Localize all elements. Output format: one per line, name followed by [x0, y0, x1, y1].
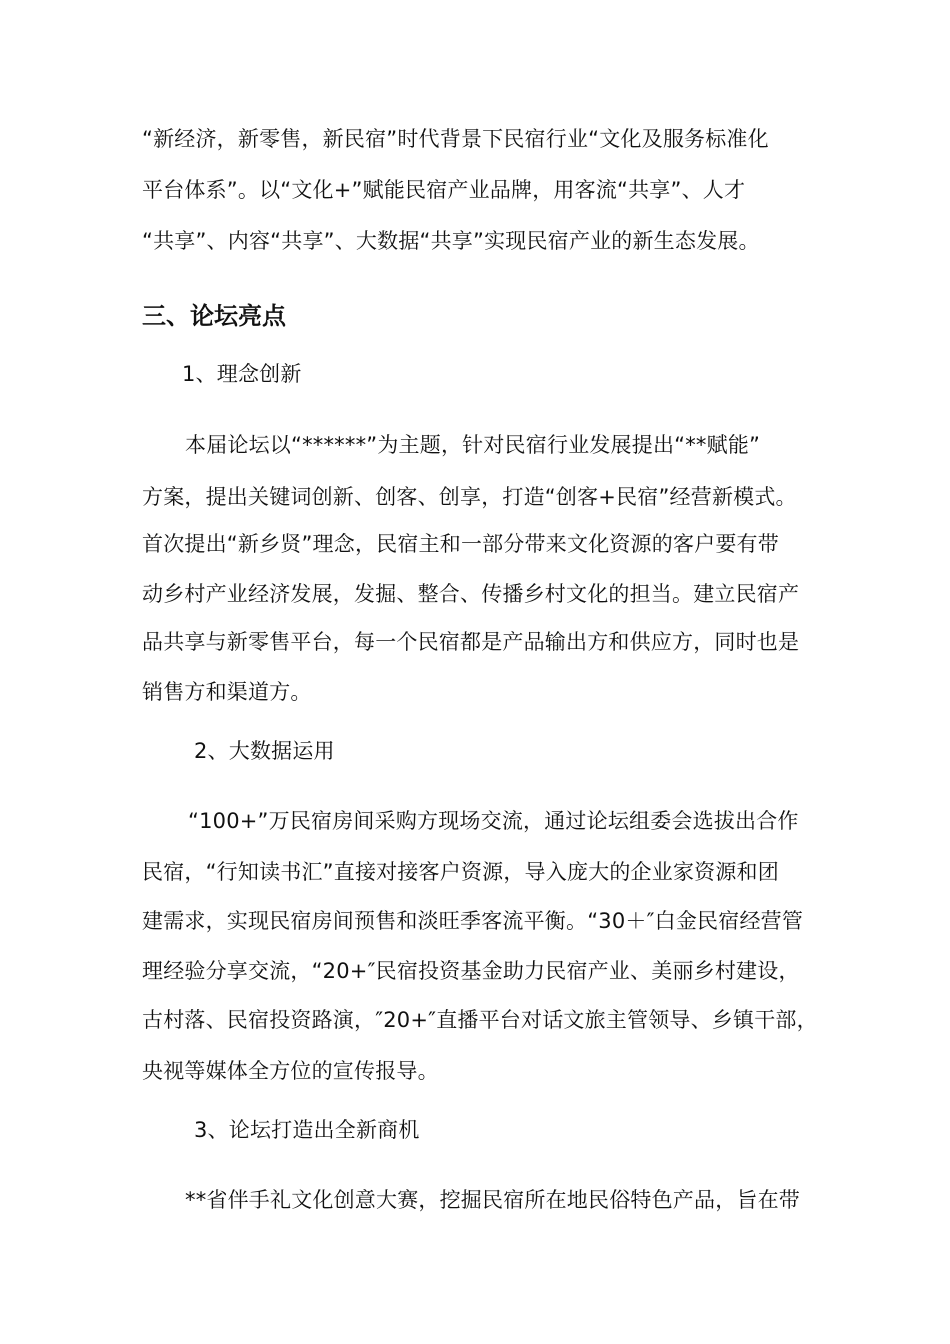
subsection-title-3: 3、论坛打造出全新商机 — [194, 1118, 420, 1142]
paragraph-2-line-1: “100+”万民宿房间采购方现场交流，通过论坛组委会选拔出合作 — [188, 809, 799, 833]
intro-line-2: 平台体系”。以“文化+”赋能民宿产业品牌，用客流“共享”、人才 — [142, 178, 746, 202]
paragraph-1-line-3: 首次提出“新乡贤”理念，民宿主和一部分带来文化资源的客户要有带 — [142, 532, 779, 556]
paragraph-2-line-6: 央视等媒体全方位的宣传报导。 — [142, 1059, 439, 1083]
section-title: 三、论坛亮点 — [142, 302, 286, 330]
paragraph-2-line-2: 民宿，“行知读书汇”直接对接客户资源，导入庞大的企业家资源和团 — [142, 860, 779, 884]
paragraph-3-line-1: **省伴手礼文化创意大赛，挖掘民宿所在地民俗特色产品，旨在带 — [185, 1188, 800, 1212]
paragraph-2-line-3: 建需求，实现民宿房间预售和淡旺季客流平衡。“30＋″白金民宿经营管 — [142, 909, 804, 933]
paragraph-1-line-1: 本届论坛以“******”为主题，针对民宿行业发展提出“**赋能” — [185, 433, 761, 457]
intro-line-1: “新经济，新零售，新民宿”时代背景下民宿行业“文化及服务标准化 — [142, 127, 769, 151]
paragraph-1-line-2: 方案，提出关键词创新、创客、创享，打造“创客+民宿”经营新模式。 — [142, 485, 797, 509]
subsection-title-1: 1、理念创新 — [182, 362, 302, 386]
paragraph-2-line-5: 古村落、民宿投资路演，″20+″直播平台对话文旅主管领导、乡镇干部， — [142, 1008, 818, 1032]
paragraph-2-line-4: 理经验分享交流，“20+″民宿投资基金助力民宿产业、美丽乡村建设， — [142, 959, 800, 983]
paragraph-1-line-6: 销售方和渠道方。 — [142, 680, 312, 704]
subsection-title-2: 2、大数据运用 — [194, 739, 335, 763]
paragraph-1-line-5: 品共享与新零售平台，每一个民宿都是产品输出方和供应方，同时也是 — [142, 630, 800, 654]
intro-line-3: “共享”、内容“共享”、大数据“共享”实现民宿产业的新生态发展。 — [142, 229, 760, 253]
paragraph-1-line-4: 动乡村产业经济发展，发掘、整合、传播乡村文化的担当。建立民宿产 — [142, 582, 800, 606]
